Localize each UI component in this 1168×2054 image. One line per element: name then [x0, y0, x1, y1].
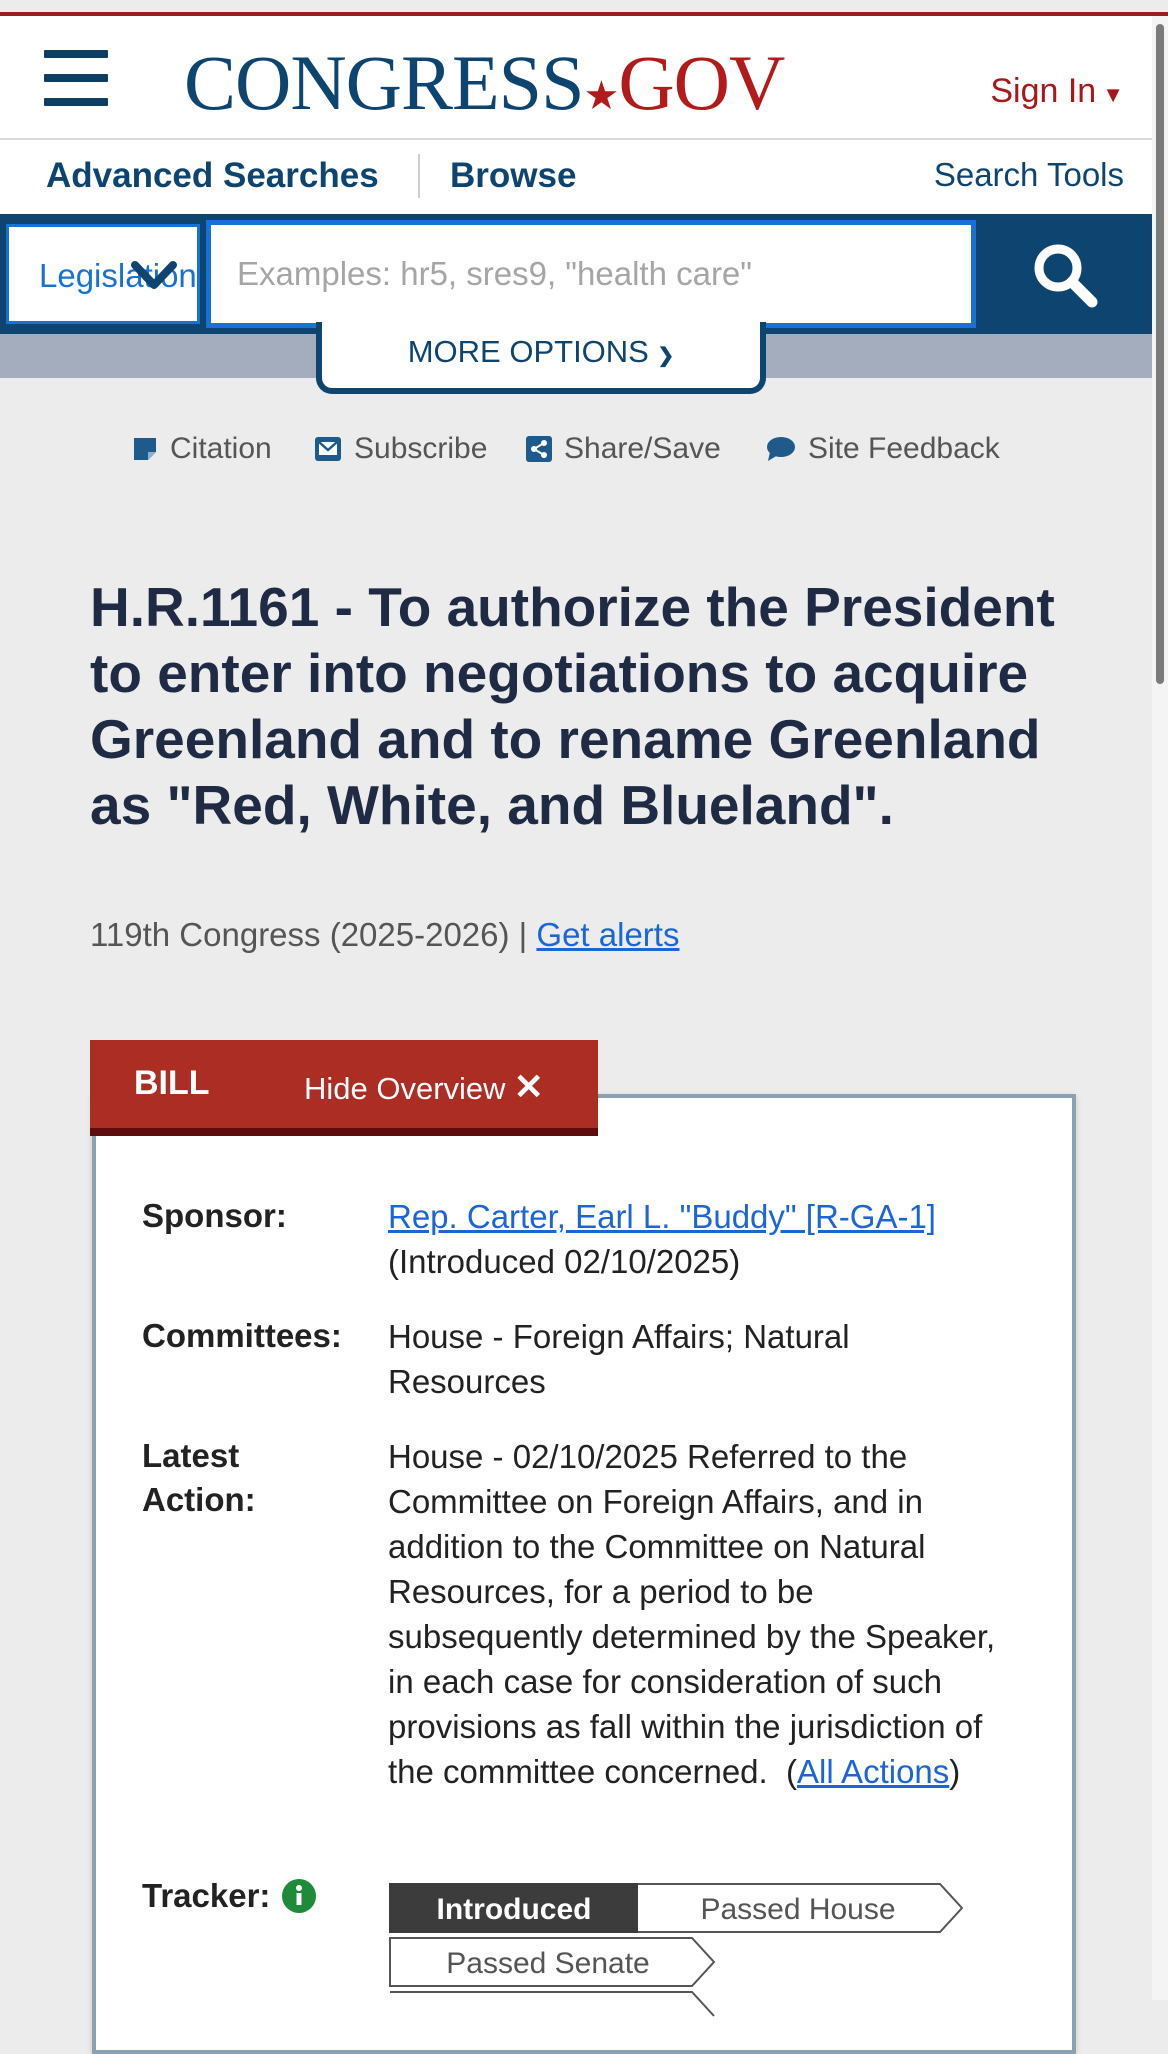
- hide-overview-label: Hide Overview: [304, 1071, 506, 1106]
- browse-link[interactable]: Browse: [450, 156, 577, 195]
- share-save-label: Share/Save: [564, 432, 721, 465]
- sponsor-label: Sponsor:: [142, 1197, 287, 1234]
- more-options-label: MORE OPTIONS: [407, 334, 649, 369]
- sponsor-value: [388, 1194, 1008, 1284]
- all-actions-link[interactable]: All Actions: [797, 1753, 950, 1790]
- search-icon: [1030, 240, 1100, 310]
- tracker-label: Tracker:: [142, 1877, 271, 1914]
- search-input[interactable]: [206, 220, 976, 328]
- sponsor-link[interactable]: Rep. Carter, Earl L. "Buddy" [R-GA-1]: [388, 1198, 936, 1235]
- overview-tab: [90, 1040, 598, 1136]
- page-tools: [0, 432, 1152, 472]
- sign-in-label: Sign In: [990, 72, 1097, 110]
- advanced-searches-link[interactable]: Advanced Searches: [46, 156, 379, 195]
- info-icon[interactable]: [282, 1879, 316, 1913]
- share-icon: [526, 436, 552, 462]
- subscribe-label: Subscribe: [354, 432, 488, 465]
- tracker-step-passed-senate-label: Passed Senate: [446, 1947, 650, 1980]
- site-logo[interactable]: [184, 38, 784, 141]
- scrollbar-thumb[interactable]: [1156, 24, 1164, 684]
- site-feedback-label: Site Feedback: [808, 432, 1000, 465]
- latest-label-line2: Action:: [142, 1481, 256, 1518]
- search-bar: [0, 214, 1152, 334]
- tracker-step-next-edge: [390, 1992, 714, 2016]
- chevron-down-icon: ❯: [657, 345, 675, 367]
- more-options-button[interactable]: [316, 322, 766, 394]
- search-button[interactable]: [976, 214, 1152, 334]
- envelope-icon: [314, 436, 342, 462]
- tracker-step-introduced: [390, 1884, 656, 1932]
- bill-tab-label: BILL: [134, 1064, 210, 1102]
- logo-star: ★: [583, 73, 619, 118]
- site-feedback-link[interactable]: [766, 432, 1000, 466]
- share-save-link[interactable]: [526, 432, 721, 466]
- citation-label: Citation: [170, 432, 272, 465]
- search-scope-value: Legislation: [39, 257, 197, 294]
- citation-link[interactable]: [132, 432, 272, 466]
- latest-action-label: [142, 1434, 256, 1522]
- menu-icon[interactable]: [44, 50, 108, 106]
- latest-label-line1: Latest: [142, 1437, 240, 1474]
- caret-down-icon: ▼: [1102, 82, 1124, 107]
- tracker-step-passed-house: [638, 1884, 962, 1932]
- search-scope-select[interactable]: [6, 224, 200, 324]
- hide-overview-button[interactable]: [304, 1066, 544, 1108]
- committees-value: House - Foreign Affairs; Natural Resources: [388, 1318, 850, 1400]
- page-title: H.R.1161 - To authorize the President to enter into negotiations to acquire Greenland and to rename Greenland as "Red, White, and Blueland".: [90, 576, 1055, 836]
- nav-divider: [418, 154, 420, 198]
- subscribe-link[interactable]: [314, 432, 487, 466]
- committees-label: Committees:: [142, 1317, 342, 1354]
- congress-line: [90, 916, 679, 954]
- tracker-step-passed-house-label: Passed House: [700, 1893, 896, 1926]
- tracker-label-row: [142, 1874, 316, 1918]
- citation-icon: [132, 436, 158, 462]
- close-icon: ✕: [513, 1066, 544, 1107]
- logo-text: CONGRESS: [184, 39, 584, 126]
- latest-action-value: House - 02/10/2025 Referred to the Committee on Foreign Affairs, and in addition to the Committee on Natural Resources, for a period to be subsequently determined by the Speaker, in each case for consideration of such provisions as fall within the jurisdiction of the committee concerned. (All Actions): [388, 1438, 996, 1790]
- get-alerts-link[interactable]: Get alerts: [536, 916, 680, 953]
- sign-in-button[interactable]: [990, 72, 1124, 111]
- sponsor-introduced: (Introduced 02/10/2025): [388, 1243, 741, 1280]
- secondary-nav: [0, 140, 1152, 214]
- tracker-steps: [388, 1880, 988, 2020]
- tracker-step-introduced-label: Introduced: [436, 1893, 592, 1926]
- tracker-step-passed-senate: [390, 1938, 714, 1986]
- chevron-down-icon: [129, 257, 179, 297]
- congress-session: 119th Congress (2025-2026) |: [90, 916, 528, 953]
- logo-gov: GOV: [618, 39, 785, 126]
- speech-bubble-icon: [766, 436, 796, 462]
- search-tools-link[interactable]: Search Tools: [933, 156, 1124, 193]
- latest-action-text: House - 02/10/2025 Referred to the Committee on Foreign Affairs, and in addition to the Committee on Natural Resources, for a period to be subsequently determined by the Speaker, in each case for consideration of such provisions as fall within the jurisdiction of the committee concerned.: [388, 1438, 996, 1790]
- site-header: [0, 16, 1152, 140]
